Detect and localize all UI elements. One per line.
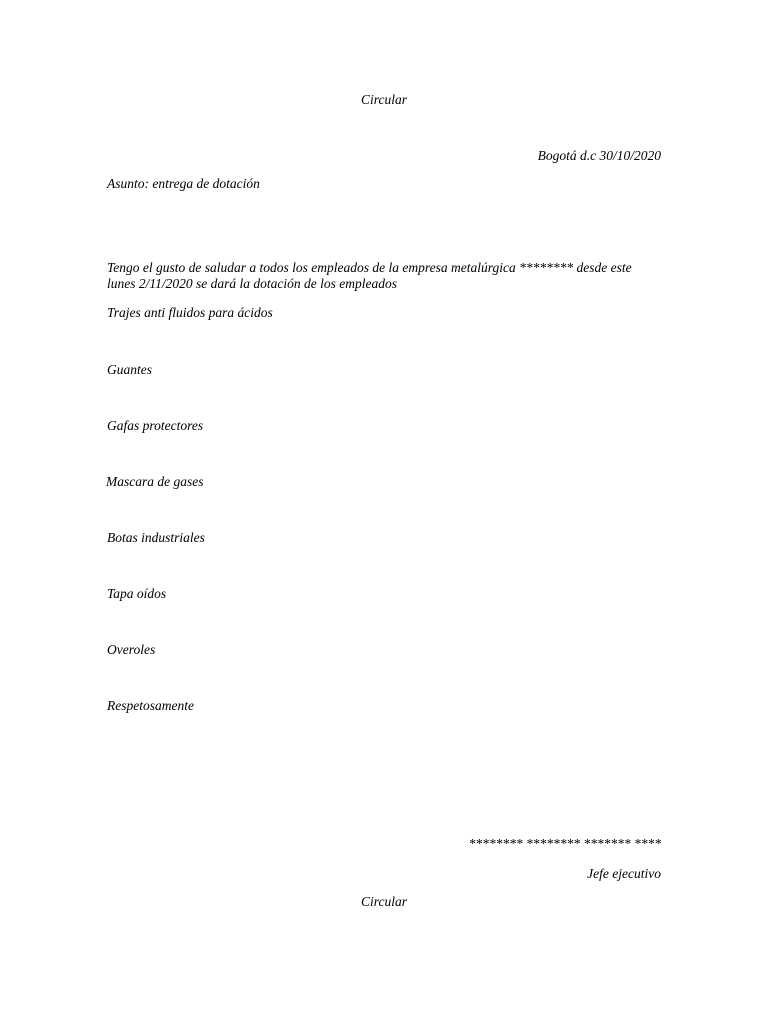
list-item: Trajes anti fluidos para ácidos <box>107 305 273 320</box>
subject-line: Asunto: entrega de dotación <box>107 176 260 191</box>
signature-name: ******** ******** ******* **** <box>468 836 661 851</box>
list-item: Guantes <box>107 362 152 377</box>
document-title: Circular <box>360 92 407 107</box>
intro-paragraph <box>107 260 667 292</box>
list-item: Tapa oídos <box>107 586 167 601</box>
signature-role: Jefe ejecutivo <box>587 866 661 881</box>
intro-line-1: Tengo el gusto de saludar a todos los empleados de la empresa metalúrgica ******** desde este <box>107 260 632 275</box>
document-footer-title: Circular <box>360 894 407 909</box>
list-item: Botas industriales <box>107 530 205 545</box>
intro-line-2: lunes 2/11/2020 se dará la dotación de los empleados <box>107 276 397 291</box>
closing-text: Respetosamente <box>107 698 194 713</box>
list-item: Mascara de gases <box>106 474 204 489</box>
place-date: Bogotá d.c 30/10/2020 <box>537 148 661 163</box>
list-item: Gafas protectores <box>107 418 204 433</box>
list-item: Overoles <box>107 642 156 657</box>
